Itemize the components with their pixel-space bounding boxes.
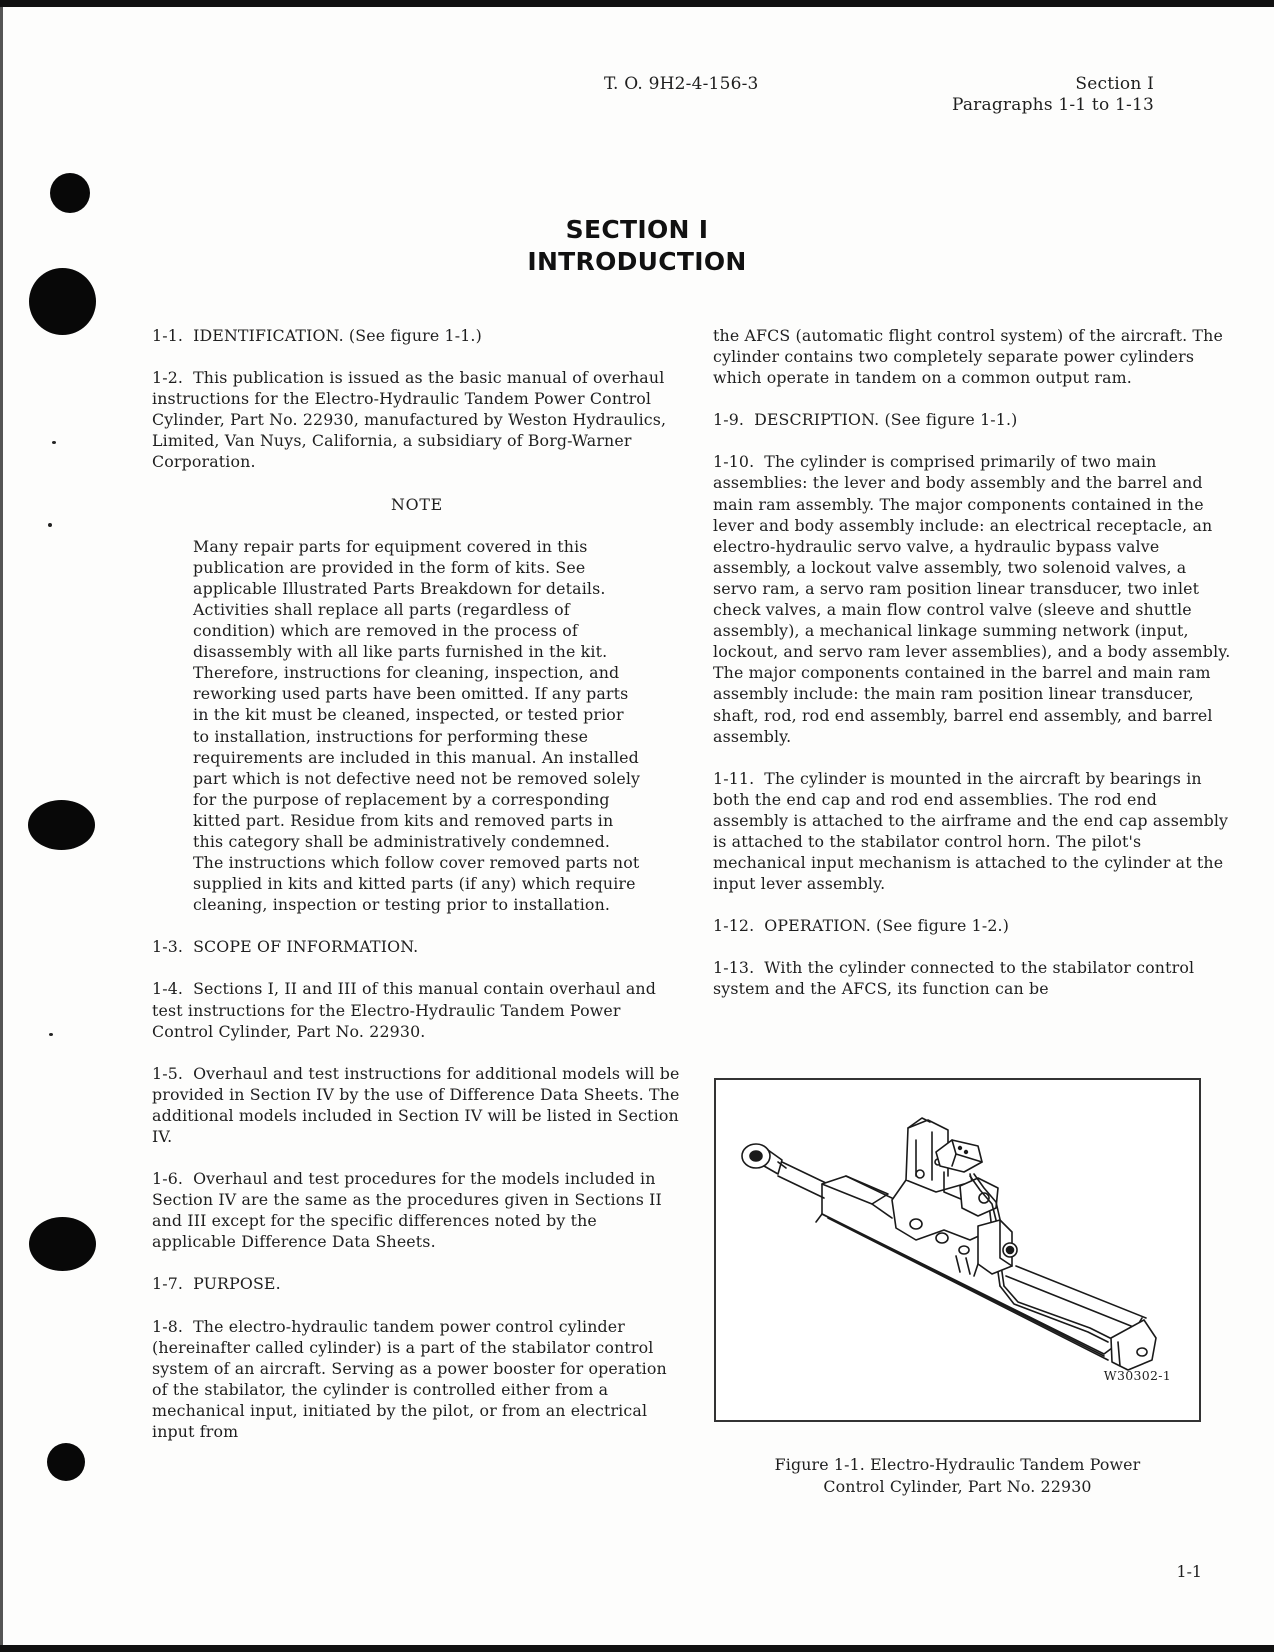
figure-caption (714, 1454, 1201, 1498)
figure-caption-line1: Figure 1-1. Electro-Hydraulic Tandem Power (774, 1455, 1141, 1474)
paragraph-1-11 (713, 768, 1233, 895)
figure-1-1 (714, 1078, 1201, 1422)
figure-code: W30302-1 (1103, 1368, 1171, 1383)
paragraph-number: 1-7. (152, 1274, 184, 1294)
paragraph-text: With the cylinder connected to the stabilator control system and the AFCS, its function can be (713, 958, 1195, 999)
punch-hole (50, 173, 90, 213)
paragraph-1-6 (152, 1168, 682, 1252)
section-title-line1: SECTION I (565, 215, 709, 244)
paragraph-1-2 (152, 367, 682, 472)
paragraph-number: 1-8. (152, 1316, 184, 1336)
paragraph-number: 1-5. (152, 1063, 184, 1083)
paragraph-1-1 (152, 325, 682, 346)
paragraph-heading: PURPOSE. (193, 1274, 281, 1294)
paragraph-text: The cylinder is mounted in the aircraft by bearings in both the end cap and rod end assemblies. The rod end assembly is attached to the airframe and the end cap assembly is attached to the stabilator control horn. The pilot's mechanical input mechanism is attached to the cylinder at the input lever assembly. (713, 768, 1229, 894)
scan-speck (48, 523, 52, 527)
paragraph-number: 1-4. (152, 979, 184, 999)
header-section: Section I (1075, 74, 1154, 94)
paragraph-number: 1-13. (713, 958, 755, 978)
technical-order-number: T. O. 9H2-4-156-3 (604, 74, 759, 94)
paragraph-heading: SCOPE OF INFORMATION. (193, 937, 419, 957)
paragraph-1-4 (152, 978, 682, 1041)
paragraph-number: 1-11. (713, 768, 755, 788)
paragraph-1-8 (152, 1316, 682, 1443)
paragraph-text: This publication is issued as the basic manual of overhaul instructions for the Electro-Hydraulic Tandem Power Control Cylinder, Part No. 22930, manufactured by Weston Hydraulics, Limited, Van Nuys, California, a subsidiary of Borg-Warner Corporation. (152, 368, 667, 472)
paragraph-number: 1-6. (152, 1169, 184, 1189)
paragraph-heading: IDENTIFICATION. (See figure 1-1.) (193, 326, 482, 345)
scan-speck (52, 441, 56, 444)
paragraph-1-8-continued: the AFCS (automatic flight control system) of the aircraft. The cylinder contains two completely separate power cylinders which operate in tandem on a common output ram. (713, 326, 1223, 388)
paragraph-1-12 (713, 915, 1233, 936)
note-body: Many repair parts for equipment covered in this publication are provided in the form of kits. See applicable Illustrated Parts Breakdown for details. Activities shall replace all parts (regardless of condition) which are removed in the process of disassembly with all like parts furnished in the kit. Therefore, instructions for cleaning, inspection, and reworking used parts have been omitted. If any parts in the kit must be cleaned, inspected, or tested prior to installation, instructions for performing these requirements are included in this manual. An installed part which is not defective need not be removed solely for the purpose of replacement by a corresponding kitted part. Residue from kits and removed parts in this category shall be administratively condemned. The instructions which follow cover removed parts not supplied in kits and kitted parts (if any) which require cleaning, inspection or testing prior to installation. (193, 536, 641, 915)
header-section-info (952, 74, 1154, 116)
paragraph-text: The electro-hydraulic tandem power control cylinder (hereinafter called cylinder) is a part of the stabilator control system of an aircraft. Serving as a power booster for operation of the stabilator, the cylinder is controlled either from a mechanical input, initiated by the pilot, or from an electrical input from (152, 1316, 667, 1442)
figure-caption-line2: Control Cylinder, Part No. 22930 (823, 1477, 1092, 1496)
paragraph-number: 1-9. (713, 410, 745, 430)
paragraph-number: 1-2. (152, 368, 184, 388)
scan-edge-bottom (0, 1645, 1274, 1652)
paragraph-number: 1-10. (713, 452, 755, 472)
paragraph-1-13 (713, 957, 1233, 999)
page-number: 1-1 (1176, 1562, 1202, 1581)
paragraph-1-7 (152, 1273, 682, 1294)
section-title-line2: INTRODUCTION (527, 247, 747, 276)
section-title (0, 214, 1274, 278)
punch-hole (29, 268, 96, 335)
punch-hole (29, 1217, 96, 1271)
paragraph-number: 1-12. (713, 916, 755, 936)
left-column (152, 325, 682, 1463)
paragraph-number: 1-1. (152, 326, 184, 345)
paragraph-1-10 (713, 451, 1233, 746)
punch-hole (28, 800, 95, 850)
paragraph-1-3 (152, 936, 682, 957)
paragraph-heading: DESCRIPTION. (See figure 1-1.) (754, 410, 1018, 430)
paragraph-1-9 (713, 409, 1233, 430)
header-paragraph-range: Paragraphs 1-1 to 1-13 (951, 95, 1154, 115)
punch-hole (47, 1443, 85, 1481)
paragraph-text: Overhaul and test procedures for the models included in Section IV are the same as the procedures given in Sections II and III except for the specific differences noted by the applicable Difference Data Sheets. (152, 1169, 662, 1252)
scan-edge-top (0, 0, 1274, 7)
paragraph-number: 1-3. (152, 937, 184, 957)
paragraph-text: Sections I, II and III of this manual contain overhaul and test instructions for the Electro-Hydraulic Tandem Power Control Cylinder, Part No. 22930. (152, 979, 656, 1041)
paragraph-heading: OPERATION. (See figure 1-2.) (764, 916, 1010, 936)
note-label: NOTE (390, 494, 444, 514)
paragraph-text: The cylinder is comprised primarily of two main assemblies: the lever and body assembly and the barrel and main ram assembly. The major components contained in the lever and body assembly include: an electrical receptacle, an electro-hydraulic servo valve, a hydraulic bypass valve assembly, a lockout valve assembly, two solenoid valves, a servo ram, a servo ram position linear transducer, two inlet check valves, a main flow control valve (sleeve and shuttle assembly), a mechanical linkage summing network (input, lockout, and servo ram lever assemblies), and a body assembly. The major components contained in the barrel and main ram assembly include: the main ram position linear transducer, shaft, rod, rod end assembly, barrel end assembly, and barrel assembly. (713, 452, 1231, 746)
paragraph-1-5 (152, 1063, 682, 1147)
paragraph-text: Overhaul and test instructions for additional models will be provided in Section IV by the use of Difference Data Sheets. The additional models included in Section IV will be listed in Section IV. (152, 1063, 680, 1146)
scan-speck (49, 1033, 53, 1036)
right-column (713, 325, 1233, 1021)
